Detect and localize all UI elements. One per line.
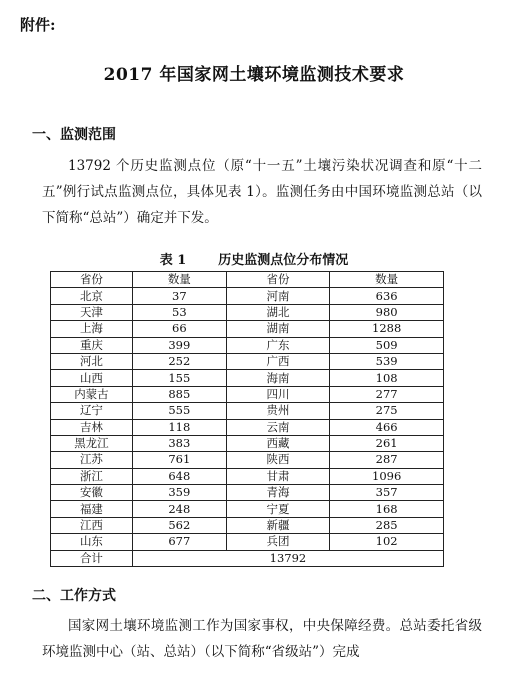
- cell-province-b: 湖南: [226, 321, 330, 337]
- cell-count-a: 761: [132, 452, 226, 468]
- total-label: 合计: [51, 550, 133, 566]
- cell-province-a: 上海: [51, 321, 133, 337]
- attachment-label: 附件:: [20, 16, 56, 34]
- table-row: [51, 419, 444, 435]
- cell-province-a: 河北: [51, 353, 133, 369]
- cell-count-a: 53: [132, 304, 226, 320]
- cell-count-b: 168: [330, 501, 444, 517]
- cell-count-a: 555: [132, 403, 226, 419]
- cell-province-a: 安徽: [51, 485, 133, 501]
- cell-province-a: 重庆: [51, 337, 133, 353]
- cell-count-b: 509: [330, 337, 444, 353]
- cell-count-a: 383: [132, 435, 226, 451]
- table-row: [51, 485, 444, 501]
- cell-count-a: 252: [132, 353, 226, 369]
- table-row: [51, 435, 444, 451]
- cell-province-a: 浙江: [51, 468, 133, 484]
- table-caption-title: 历史监测点位分布情况: [218, 253, 349, 268]
- cell-province-a: 山西: [51, 370, 133, 386]
- cell-province-b: 四川: [226, 386, 330, 402]
- table-row: [51, 321, 444, 337]
- section2-heading: 二、工作方式: [32, 588, 116, 604]
- cell-count-b: 108: [330, 370, 444, 386]
- cell-province-b: 广东: [226, 337, 330, 353]
- cell-province-b: 湖北: [226, 304, 330, 320]
- cell-province-b: 海南: [226, 370, 330, 386]
- table-row: [51, 353, 444, 369]
- table-row: [51, 517, 444, 533]
- table-row: [51, 534, 444, 550]
- cell-count-b: 277: [330, 386, 444, 402]
- cell-count-a: 248: [132, 501, 226, 517]
- cell-province-a: 福建: [51, 501, 133, 517]
- cell-province-a: 江西: [51, 517, 133, 533]
- table-total-row: [51, 550, 444, 566]
- table-row: [51, 370, 444, 386]
- cell-province-b: 西藏: [226, 435, 330, 451]
- cell-province-a: 内蒙古: [51, 386, 133, 402]
- cell-province-a: 天津: [51, 304, 133, 320]
- cell-count-b: 539: [330, 353, 444, 369]
- section2-paragraph: 国家网土壤环境监测工作为国家事权，中央保障经费。总站委托省级环境监测中心（站、总站）（以下简称“省级站”）完成: [42, 618, 482, 660]
- table-header-row: [51, 272, 444, 288]
- cell-count-a: 648: [132, 468, 226, 484]
- cell-province-a: 北京: [51, 288, 133, 304]
- cell-province-a: 江苏: [51, 452, 133, 468]
- cell-count-b: 980: [330, 304, 444, 320]
- cell-province-b: 青海: [226, 485, 330, 501]
- cell-count-a: 37: [132, 288, 226, 304]
- cell-province-a: 吉林: [51, 419, 133, 435]
- table-row: [51, 337, 444, 353]
- document-title: 2017 年国家网土壤环境监测技术要求: [103, 65, 405, 85]
- cell-count-b: 285: [330, 517, 444, 533]
- table-row: [51, 304, 444, 320]
- total-value: 13792: [132, 550, 443, 566]
- cell-count-b: 275: [330, 403, 444, 419]
- header-count-2: 数量: [330, 272, 444, 288]
- cell-count-a: 885: [132, 386, 226, 402]
- table-row: [51, 403, 444, 419]
- cell-count-a: 399: [132, 337, 226, 353]
- table-row: [51, 501, 444, 517]
- cell-count-b: 357: [330, 485, 444, 501]
- cell-count-a: 118: [132, 419, 226, 435]
- header-count-1: 数量: [132, 272, 226, 288]
- cell-province-a: 黑龙江: [51, 435, 133, 451]
- cell-count-a: 677: [132, 534, 226, 550]
- table-caption-number: 表 1: [159, 253, 187, 268]
- cell-count-b: 1096: [330, 468, 444, 484]
- section1-paragraph: 13792 个历史监测点位（原“十一五”土壤污染状况调查和原“十二五”例行试点监测点位，具体见表 1）。监测任务由中国环境监测总站（以下简称“总站”）确定并下发。: [42, 158, 482, 226]
- cell-province-b: 陕西: [226, 452, 330, 468]
- cell-province-b: 甘肃: [226, 468, 330, 484]
- cell-count-a: 155: [132, 370, 226, 386]
- cell-count-b: 287: [330, 452, 444, 468]
- cell-count-a: 562: [132, 517, 226, 533]
- cell-province-b: 广西: [226, 353, 330, 369]
- table-caption: [0, 249, 508, 268]
- cell-province-a: 辽宁: [51, 403, 133, 419]
- cell-province-b: 兵团: [226, 534, 330, 550]
- cell-province-b: 宁夏: [226, 501, 330, 517]
- table-row: [51, 386, 444, 402]
- cell-count-b: 636: [330, 288, 444, 304]
- cell-province-b: 新疆: [226, 517, 330, 533]
- cell-province-a: 山东: [51, 534, 133, 550]
- header-province-1: 省份: [51, 272, 133, 288]
- cell-count-a: 66: [132, 321, 226, 337]
- table-row: [51, 468, 444, 484]
- cell-count-a: 359: [132, 485, 226, 501]
- cell-count-b: 261: [330, 435, 444, 451]
- cell-province-b: 河南: [226, 288, 330, 304]
- cell-count-b: 102: [330, 534, 444, 550]
- header-province-2: 省份: [226, 272, 330, 288]
- section1-heading: 一、监测范围: [32, 127, 116, 143]
- table-row: [51, 452, 444, 468]
- cell-count-b: 466: [330, 419, 444, 435]
- cell-province-b: 贵州: [226, 403, 330, 419]
- cell-province-b: 云南: [226, 419, 330, 435]
- table-row: [51, 288, 444, 304]
- cell-count-b: 1288: [330, 321, 444, 337]
- monitoring-points-table: [50, 271, 444, 567]
